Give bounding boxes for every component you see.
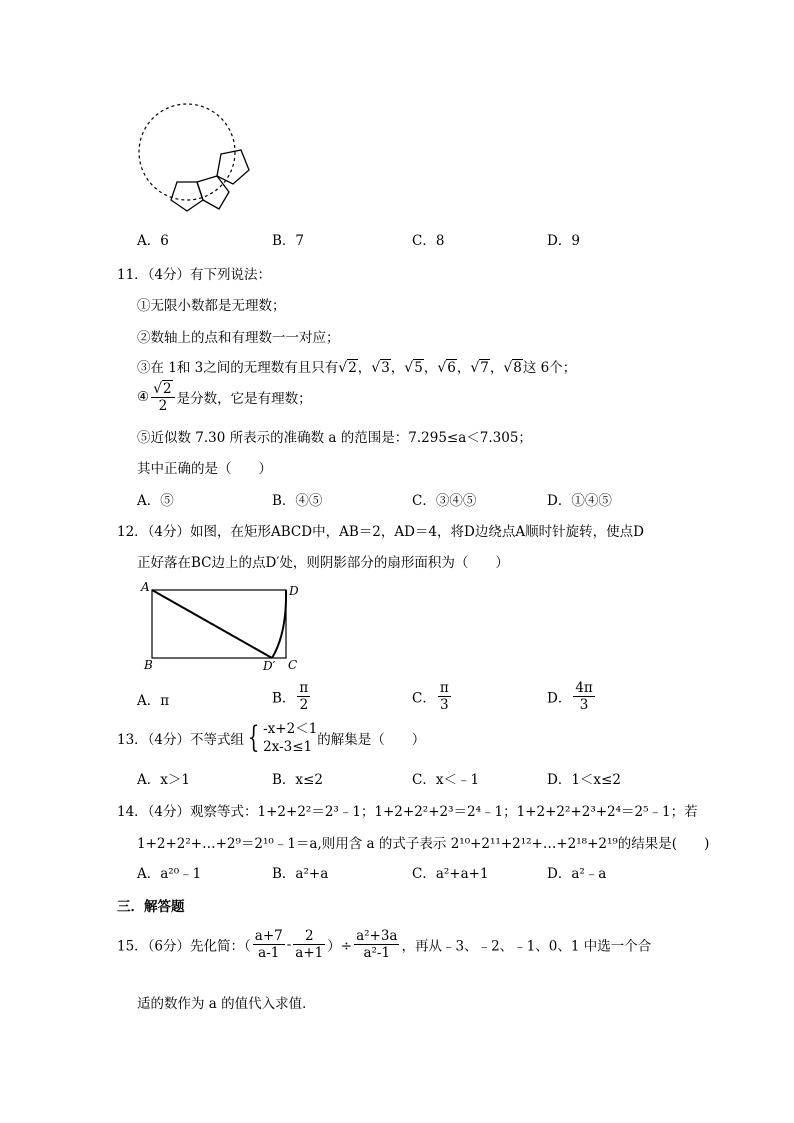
q12-d-prefix: D． [547,690,572,707]
q12-option-a: A．π [137,693,170,709]
q12-c-den: 3 [439,697,449,713]
q13-option-d: D．1＜x≤2 [547,772,621,788]
q10-figure [135,100,255,220]
q15-f3-den: a²-1 [363,945,391,961]
q15-minus: - [286,936,292,953]
q10-option-c: C．8 [412,233,445,249]
q10-option-a: A．6 [137,233,169,249]
q15-suffix: ，再从﹣3、﹣2、﹣1、0、1 中选一个合 [401,938,652,955]
label-d: D [289,584,299,598]
q12-rectangle-figure [138,578,308,674]
q11-question: 其中正确的是（ ） [137,461,272,477]
q15-line1 [117,928,651,961]
q11-stem: 11．（4分）有下列说法： [117,267,272,283]
pi-over-2 [297,680,310,713]
q14-line2: 1+2+2²+…+2⁹＝2¹⁰﹣1＝a,则用含 a 的式子表示 2¹⁰+2¹¹+2¹²+…+2¹⁸+2¹⁹的结果是( ) [137,836,710,852]
q14-option-a: A．a²⁰﹣1 [137,866,202,882]
pentagon-top [217,150,249,184]
q13-ineq-2: 2x-3≤1 [263,739,313,755]
q11-s4-num: 2 [163,381,172,397]
brace-icon: { [247,720,260,755]
q11-option-b: B．④⑤ [272,493,323,509]
q13-option-b: B．x≤2 [272,772,323,788]
q12-d-den: 3 [579,697,589,713]
sqrt-5: 5 [414,360,423,376]
q11-option-a: A．⑤ [137,493,174,509]
q12-d-num: 4π [575,680,593,696]
q11-s3-suffix: 这 6个； [522,360,577,376]
q15-divide: ）÷ [327,938,353,955]
q11-statement-4: ④ $\frac{√2}{2}$ 是分数，它是有理数； [137,381,312,414]
q14-option-c: C．a²+a+1 [412,866,489,882]
sqrt-3: 3 [381,360,390,376]
inequality-system [263,720,317,756]
label-c: C [288,658,298,672]
fraction-2-over-a1 [293,928,325,961]
fraction-a7-over-a-1 [253,928,285,961]
q15-f2-num: 2 [293,928,325,945]
section-heading: 三．解答题 [117,899,185,915]
q11-statement-2: ②数轴上的点和有理数一一对应； [137,330,340,346]
segment-ad-prime [152,590,272,658]
q15-f3-num: a²+3a [356,928,398,944]
q13-suffix: 的解集是（ ） [317,732,426,748]
rectangle-abcd [152,590,286,658]
q11-s4-den: 2 [158,398,168,414]
q11-statement-1: ①无限小数都是无理数； [137,298,286,314]
q11-option-c: C．③④⑤ [412,493,477,509]
q12-option-b [272,680,312,713]
q11-statement-3: ③在 1和 3之间的无理数有且只有√2，√3，√5，√6，√7，√8这 6个； [137,360,577,376]
sqrt-6: 6 [447,360,456,376]
q11-statement-5: ⑤近似数 7.30 所表示的准确数 a 的范围是：7.295≤a＜7.305； [137,430,532,446]
arc-d-to-d-prime [272,590,286,658]
q13-prefix: 13．（4分）不等式组 [117,732,245,748]
q12-option-c [412,680,453,713]
q13-stem [117,720,425,756]
label-d-prime: D′ [263,659,276,673]
q14-option-d: D．a²﹣a [547,866,607,882]
q12-b-num: π [299,680,309,696]
sqrt-7: 7 [480,360,489,376]
q15-f1-den: a-1 [258,945,280,961]
q11-option-d: D．①④⑤ [547,493,612,509]
q11-s4-suffix: 是分数，它是有理数； [176,391,312,407]
sqrt-8: 8 [513,360,522,376]
q11-s3-prefix: ③在 1和 3之间的无理数有且只有 [137,360,339,376]
q14-option-b: B．a²+a [272,866,329,882]
q12-stem-line1: 12．（4分）如图，在矩形ABCD中，AB＝2，AD＝4，将D边绕点A顺时针旋转，使点D [117,524,644,540]
q12-b-prefix: B． [272,690,296,707]
q15-prefix: 15．（6分）先化简：（ [117,938,251,955]
q15-f1-num: a+7 [254,928,283,944]
pentagon-middle [197,176,229,209]
q12-option-d [547,680,597,713]
q13-option-a: A．x＞1 [137,772,190,788]
q13-ineq-1: -x+2＜1 [263,721,318,737]
fraction-a2-3a-over-a2-1 [354,928,399,961]
q13-option-c: C．x＜﹣1 [412,772,480,788]
four-pi-over-3 [573,680,594,713]
q14-line1: 14．（4分）观察等式：1+2+2²＝2³﹣1；1+2+2²+2³＝2⁴﹣1；1+2+2²+2³+2⁴＝2⁵﹣1；若 [117,804,698,820]
q12-c-num: π [439,680,449,696]
q15-line2: 适的数作为 a 的值代入求值． [137,996,316,1012]
q12-b-den: 2 [299,697,309,713]
sqrt-2: 2 [348,360,357,376]
q10-option-d: D．9 [547,233,580,249]
q10-option-b: B．7 [272,233,305,249]
q12-c-prefix: C． [412,690,436,707]
label-b: B [144,658,153,672]
q12-stem-line2: 正好落在BC边上的点D′处，则阴影部分的扇形面积为（ ） [137,555,509,571]
q15-f2-den: a+1 [295,945,324,961]
label-a: A [141,580,150,594]
pi-over-3 [438,680,451,713]
sqrt2-over-2-fraction: $\frac{√2}{2}$ [151,380,175,414]
dashed-circle [139,104,235,200]
